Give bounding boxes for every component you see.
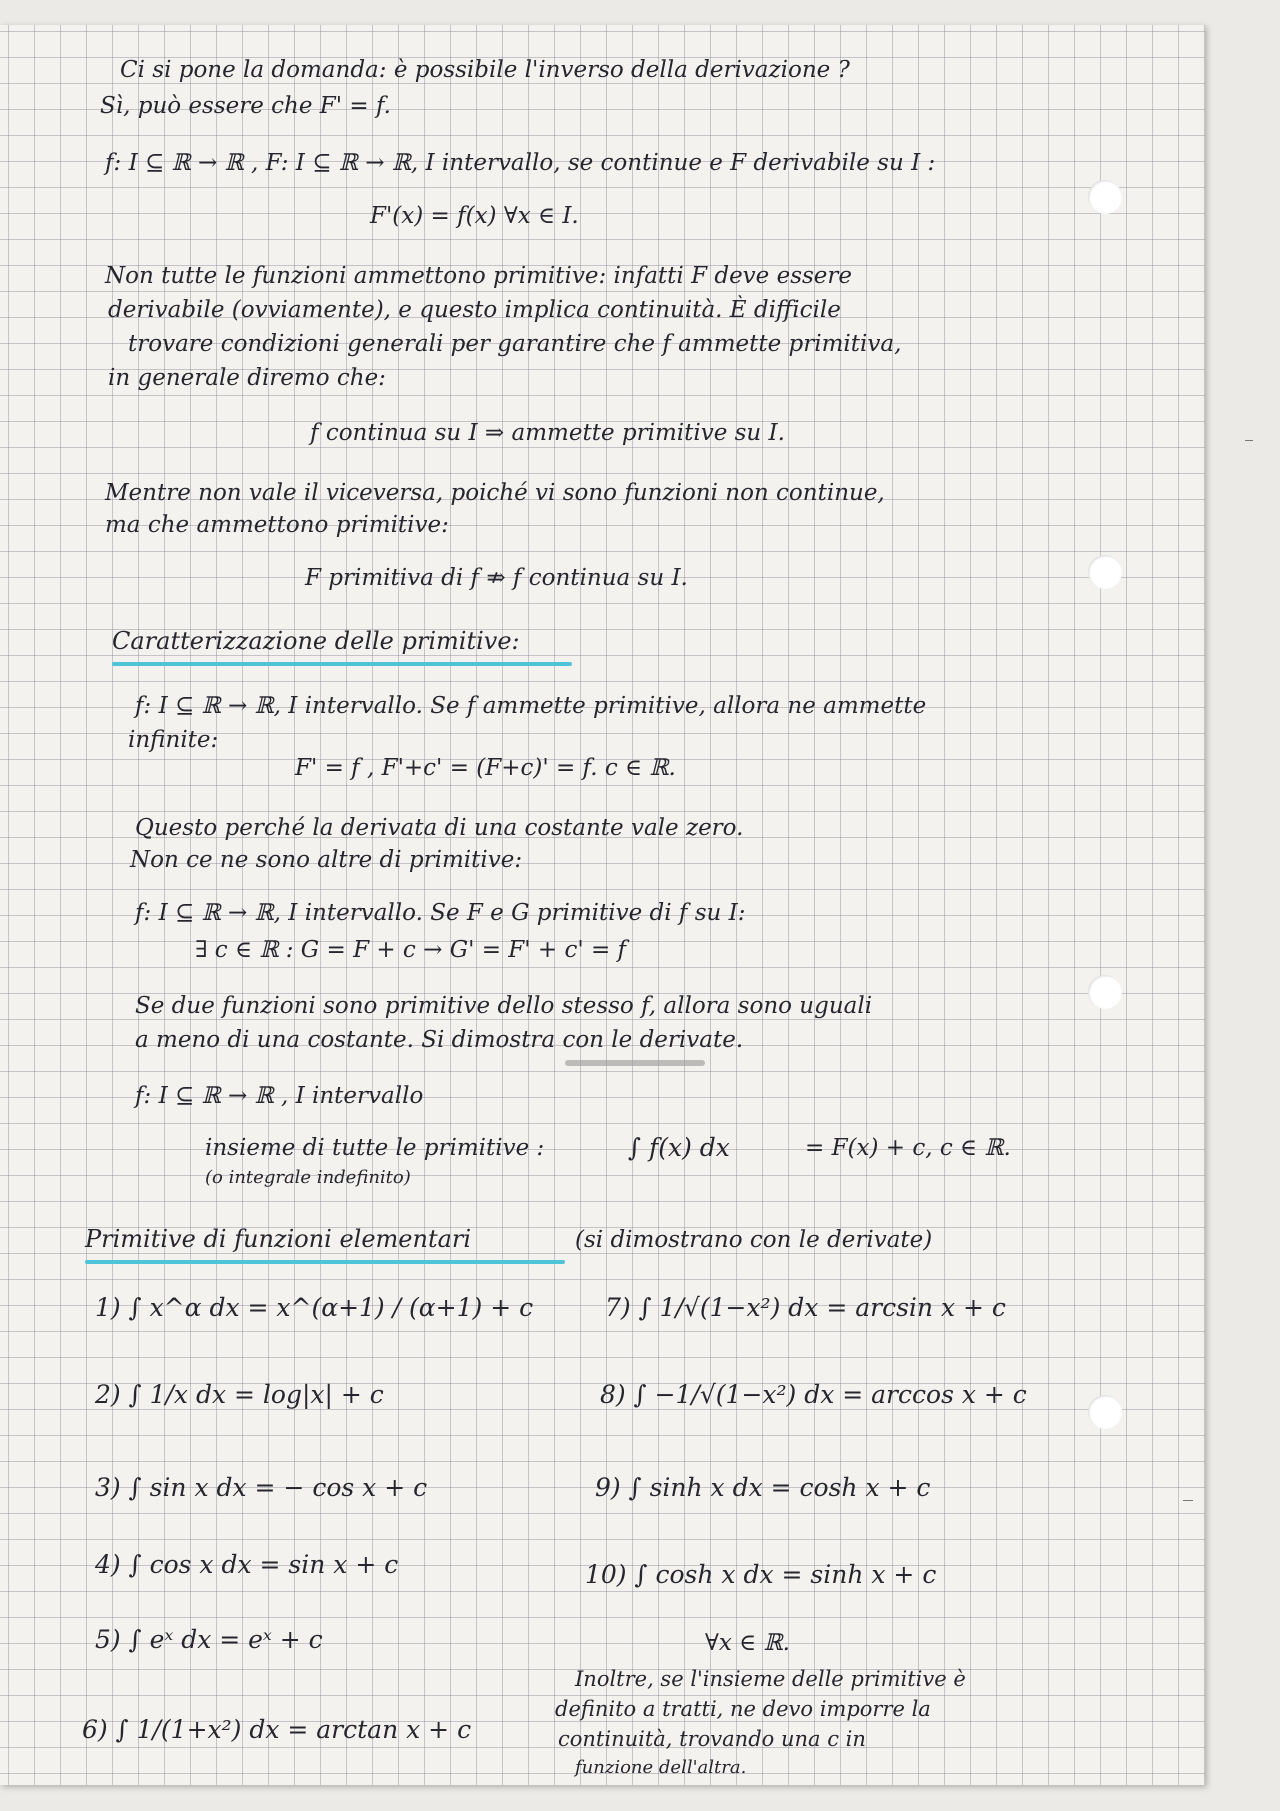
formula-line: F primitiva di f ⇏ f continua su I. xyxy=(305,565,688,591)
text-line: infinite: xyxy=(128,727,219,753)
text-line: Sì, può essere che F' = f. xyxy=(100,93,391,119)
formula-6: 6) ∫ 1/(1+x²) dx = arctan x + c xyxy=(82,1715,472,1744)
binder-hole xyxy=(1088,975,1122,1009)
text-line: f: I ⊆ ℝ → ℝ, I intervallo. Se f ammette primitive, allora ne ammette xyxy=(135,693,927,719)
binder-hole xyxy=(1088,555,1122,589)
formula-2: 2) ∫ 1/x dx = log|x| + c xyxy=(95,1380,384,1409)
text-line: ma che ammettono primitive: xyxy=(105,512,449,538)
note-line: funzione dell'altra. xyxy=(575,1757,747,1778)
note-line: definito a tratti, ne devo imporre la xyxy=(555,1697,931,1721)
formula-10: 10) ∫ cosh x dx = sinh x + c xyxy=(585,1560,937,1589)
text-line: Non tutte le funzioni ammettono primitive: infatti F deve essere xyxy=(105,263,853,289)
text-line: Questo perché la derivata di una costante vale zero. xyxy=(135,815,744,841)
formula-line: ∀x ∈ ℝ. xyxy=(705,1630,790,1656)
integral-notation: ∫ f(x) dx xyxy=(628,1133,730,1162)
section-title: Primitive di funzioni elementari xyxy=(85,1225,472,1253)
formula-4: 4) ∫ cos x dx = sin x + c xyxy=(95,1550,399,1579)
formula-8: 8) ∫ −1/√(1−x²) dx = arccos x + c xyxy=(600,1380,1027,1409)
formula-5: 5) ∫ eˣ dx = eˣ + c xyxy=(95,1625,323,1654)
highlight-underline xyxy=(112,662,572,666)
formula-1: 1) ∫ x^α dx = x^(α+1) / (α+1) + c xyxy=(95,1293,534,1322)
text-line: a meno di una costante. Si dimostra con le derivate. xyxy=(135,1027,744,1053)
formula-3: 3) ∫ sin x dx = − cos x + c xyxy=(95,1473,428,1502)
notebook-page xyxy=(0,25,1205,1785)
text-line: derivabile (ovviamente), e questo implica continuità. È difficile xyxy=(108,297,841,323)
text-line: f: I ⊆ ℝ → ℝ , I intervallo xyxy=(135,1083,424,1109)
text-line: f: I ⊆ ℝ → ℝ , F: I ⊆ ℝ → ℝ, I intervallo, se continue e F derivabile su I : xyxy=(105,150,936,176)
scan-artifact xyxy=(1245,440,1253,441)
text-line: in generale diremo che: xyxy=(108,365,386,391)
formula-7: 7) ∫ 1/√(1−x²) dx = arcsin x + c xyxy=(605,1293,1006,1322)
formula-line: ∃ c ∈ ℝ : G = F + c → G' = F' + c' = f xyxy=(195,937,627,963)
formula-line: f continua su I ⇒ ammette primitive su I. xyxy=(310,420,785,446)
text-line: (o integrale indefinito) xyxy=(205,1167,411,1188)
binder-hole xyxy=(1088,1395,1122,1429)
formula-9: 9) ∫ sinh x dx = cosh x + c xyxy=(595,1473,931,1502)
text-line: Non ce ne sono altre di primitive: xyxy=(130,847,523,873)
binder-hole xyxy=(1088,180,1122,214)
text-line: trovare condizioni generali per garantire che f ammette primitiva, xyxy=(128,331,902,357)
note-line: Inoltre, se l'insieme delle primitive è xyxy=(575,1667,966,1691)
formula-line: F' = f , F'+c' = (F+c)' = f. c ∈ ℝ. xyxy=(295,755,676,781)
note-line: continuità, trovando una c in xyxy=(558,1727,866,1751)
text-line: insieme di tutte le primitive : xyxy=(205,1135,545,1161)
text-line: f: I ⊆ ℝ → ℝ, I intervallo. Se F e G primitive di f su I: xyxy=(135,900,746,926)
scan-artifact xyxy=(1183,1500,1193,1501)
gray-underline xyxy=(565,1060,705,1066)
text-line: Se due funzioni sono primitive dello stesso f, allora sono uguali xyxy=(135,993,873,1019)
text-line: Mentre non vale il viceversa, poiché vi sono funzioni non continue, xyxy=(105,480,885,506)
highlight-underline xyxy=(85,1260,565,1264)
formula-line: F'(x) = f(x) ∀x ∈ I. xyxy=(370,203,579,229)
section-subtitle: (si dimostrano con le derivate) xyxy=(575,1227,933,1253)
text-line: Ci si pone la domanda: è possibile l'inverso della derivazione ? xyxy=(120,57,850,83)
section-title: Caratterizzazione delle primitive: xyxy=(112,627,520,655)
formula-line: = F(x) + c, c ∈ ℝ. xyxy=(805,1135,1011,1161)
